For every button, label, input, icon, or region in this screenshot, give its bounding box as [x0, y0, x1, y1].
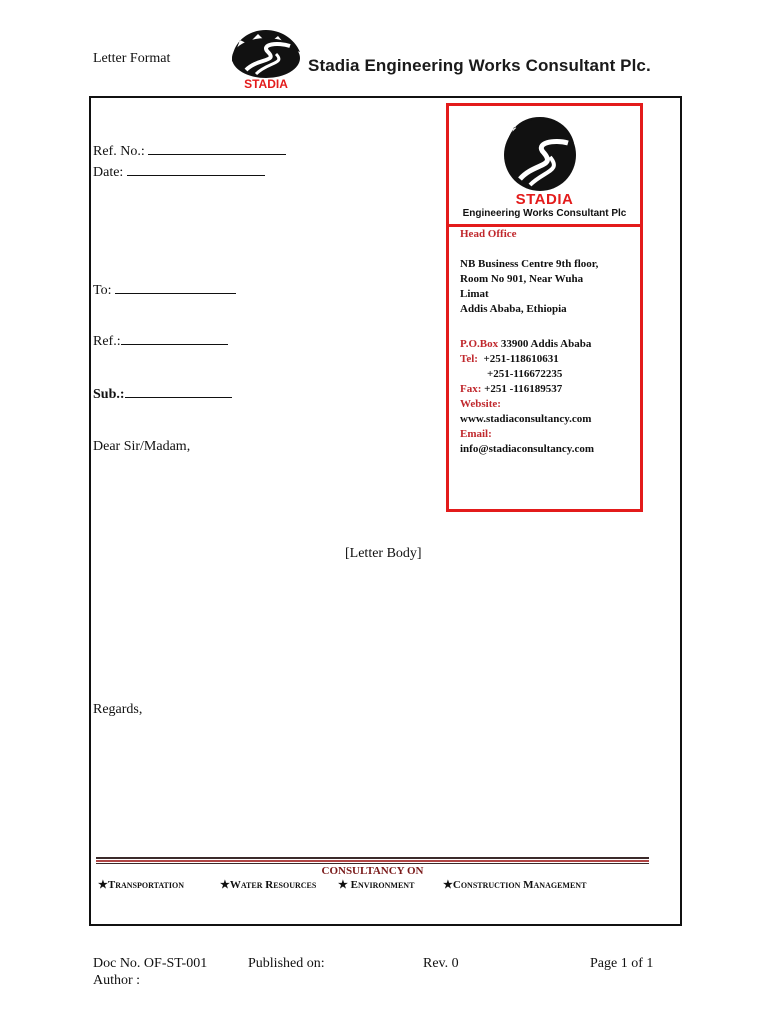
- ref-field[interactable]: [93, 334, 228, 350]
- email-value[interactable]: info@stadiaconsultancy.com: [460, 443, 594, 455]
- footer-rule-accent: [96, 860, 649, 862]
- service-transportation: ★Transportation: [98, 879, 184, 891]
- star-icon: ★: [338, 879, 348, 891]
- fax-line: [460, 382, 642, 397]
- ref-no-blank[interactable]: [148, 144, 286, 155]
- address-line: Addis Ababa, Ethiopia: [460, 303, 567, 315]
- to-label: To:: [93, 283, 112, 298]
- service-construction-management: ★Construction Management: [443, 879, 587, 891]
- published-on: Published on:: [248, 956, 325, 971]
- service-water-resources: ★Water Resources: [220, 879, 317, 891]
- to-blank[interactable]: [115, 283, 236, 294]
- logo-wordmark: STADIA: [244, 77, 288, 90]
- revision: Rev. 0: [423, 956, 459, 971]
- footer-rule-bottom: [96, 863, 649, 864]
- email-label: Email:: [460, 428, 492, 440]
- star-icon: ★: [220, 879, 230, 891]
- pobox-line: [460, 337, 642, 352]
- subject-blank[interactable]: [125, 387, 232, 398]
- website-value[interactable]: www.stadiaconsultancy.com: [460, 413, 592, 425]
- to-field[interactable]: [93, 283, 236, 299]
- ref-blank[interactable]: [121, 334, 228, 345]
- closing: Regards,: [93, 702, 143, 717]
- address-line: NB Business Centre 9th floor,: [460, 258, 599, 270]
- pobox-label: P.O.Box: [460, 338, 499, 350]
- footer-rule: [96, 857, 649, 859]
- subject-field[interactable]: [93, 387, 232, 403]
- tel-label: Tel:: [460, 353, 478, 365]
- salutation: Dear Sir/Madam,: [93, 439, 191, 454]
- tel-line-2: [460, 367, 642, 382]
- sidebar-logo-subtitle: Engineering Works Consultant Plc: [462, 208, 627, 219]
- head-office-label: Head Office: [460, 228, 517, 240]
- fax-label: Fax:: [460, 383, 482, 395]
- doc-number: Doc No. OF-ST-001: [93, 956, 208, 971]
- tel-value-2: +251-116672235: [487, 368, 563, 380]
- website-label: Website:: [460, 398, 501, 410]
- tel-value-1: +251-118610631: [483, 353, 559, 365]
- consultancy-title: CONSULTANCY ON: [321, 865, 424, 877]
- subject-label: Sub.:: [93, 387, 125, 402]
- contact-block: [460, 337, 642, 457]
- tel-line: [460, 352, 642, 367]
- letter-body-placeholder[interactable]: [Letter Body]: [345, 546, 422, 561]
- ref-label: Ref.:: [93, 334, 121, 349]
- date-field[interactable]: [93, 165, 265, 181]
- sidebar-logo-name: STADIA: [515, 191, 574, 208]
- stadia-logo-icon: [228, 28, 304, 90]
- star-icon: ★: [443, 879, 453, 891]
- sidebar-logo-icon: [500, 113, 578, 193]
- company-name: Stadia Engineering Works Consultant Plc.: [308, 56, 651, 75]
- ref-no-field[interactable]: [93, 144, 286, 160]
- ref-no-label: Ref. No.:: [93, 144, 145, 159]
- star-icon: ★: [98, 879, 108, 891]
- address-block: [460, 257, 636, 317]
- pobox-value: 33900 Addis Ababa: [498, 338, 592, 350]
- page-number: Page 1 of 1: [590, 956, 654, 971]
- service-environment: ★ Environment: [338, 879, 415, 891]
- document-type-label: Letter Format: [93, 51, 171, 66]
- fax-value: +251 -116189537: [484, 383, 563, 395]
- date-label: Date:: [93, 165, 124, 180]
- address-line: Room No 901, Near Wuha: [460, 273, 584, 285]
- author: Author :: [93, 973, 141, 988]
- date-blank[interactable]: [127, 165, 265, 176]
- address-line: Limat: [460, 288, 489, 300]
